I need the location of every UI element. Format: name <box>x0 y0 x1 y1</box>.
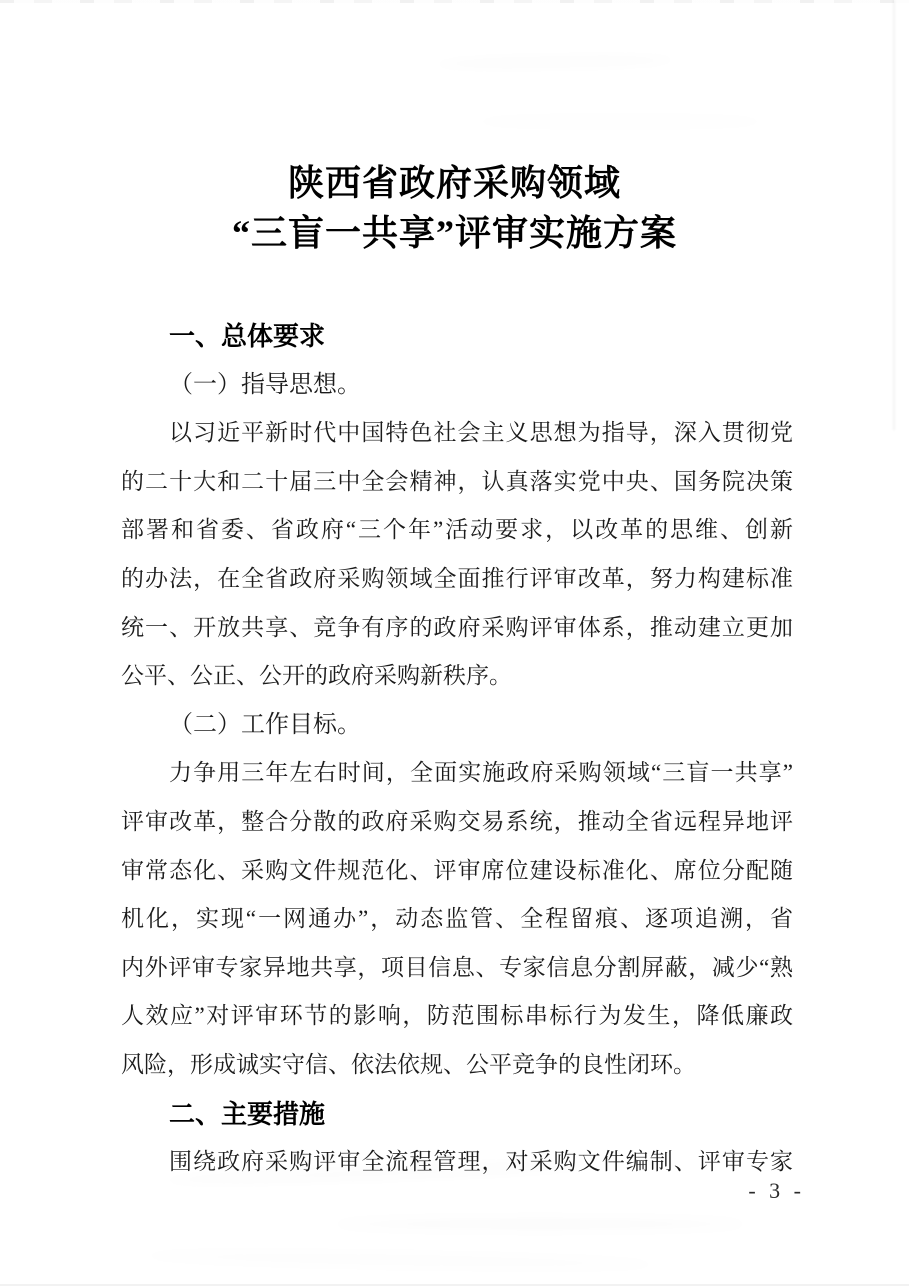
body-line: 机化，实现“一网通办”，动态监管、全程留痕、逐项追溯，省 <box>121 906 793 932</box>
body-line: 部署和省委、省政府“三个年”活动要求，以改革的思维、创新 <box>121 517 793 543</box>
section-heading-1: 一、总体要求 <box>169 321 326 351</box>
body-line: 评审改革，整合分散的政府采购交易系统，推动全省远程异地评 <box>121 808 793 834</box>
page-number: - 3 - <box>748 1178 805 1203</box>
scan-smudge <box>430 56 680 68</box>
body-line: 以习近平新时代中国特色社会主义思想为指导，深入贯彻党 <box>169 420 793 446</box>
scan-smudge <box>330 1218 750 1230</box>
body-line: 的二十大和二十届三中全会精神，认真落实党中央、国务院决策 <box>121 468 793 494</box>
scan-smudge <box>470 118 770 125</box>
body-line: 人效应”对评审环节的影响，防范围标串标行为发生，降低廉政 <box>121 1003 793 1029</box>
scan-edge-top <box>0 0 909 3</box>
body-line: 力争用三年左右时间，全面实施政府采购领域“三盲一共享” <box>169 760 793 786</box>
doc-title-line-1: 陕西省政府采购领域 <box>287 163 621 203</box>
section-heading-2: 二、主要措施 <box>169 1098 326 1129</box>
body-line: 围绕政府采购评审全流程管理，对采购文件编制、评审专家 <box>169 1149 793 1175</box>
body-line: 审常态化、采购文件规范化、评审席位建设标准化、席位分配随 <box>121 857 793 883</box>
body-line: 公平、公正、公开的政府采购新秩序。 <box>121 663 512 689</box>
body-line: 风险，形成诚实守信、依法依规、公平竞争的良性闭环。 <box>121 1051 696 1077</box>
subsection-heading: （一）指导思想。 <box>169 371 361 398</box>
subsection-heading: （二）工作目标。 <box>169 711 361 738</box>
doc-title-line-2: “三盲一共享”评审实施方案 <box>231 213 677 253</box>
body-line: 统一、开放共享、竞争有序的政府采购评审体系，推动建立更加 <box>121 614 793 640</box>
doc-body <box>121 312 793 1187</box>
body-line: 的办法，在全省政府采购领域全面推行评审改革，努力构建标准 <box>121 565 793 591</box>
doc-title <box>0 158 909 258</box>
scan-smudge <box>140 1250 660 1269</box>
body-line: 内外评审专家异地共享，项目信息、专家信息分割屏蔽，减少“熟 <box>121 954 793 980</box>
